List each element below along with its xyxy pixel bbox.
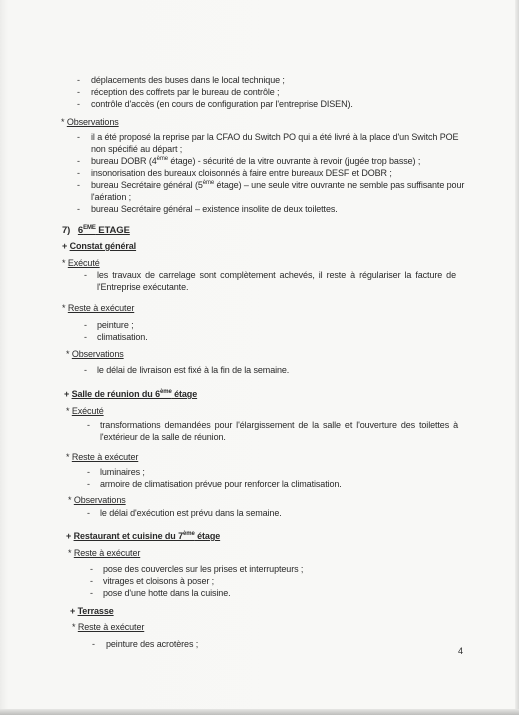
list-item: les travaux de carrelage sont complètement achevés, il reste à régulariser la facture de xyxy=(97,270,456,280)
list-item: vitrages et cloisons à poser ; xyxy=(103,576,215,586)
list-item: le délai d'exécution est prévu dans la semaine. xyxy=(100,508,282,518)
bullet-dash: - xyxy=(77,132,80,142)
bullet-dash: - xyxy=(87,420,90,430)
list-item: contrôle d'accès (en cours de configuration par l'entreprise DISEN). xyxy=(91,99,353,109)
list-item: transformations demandées pour l'élargissement de la salle et l'ouverture des toilettes à xyxy=(100,420,458,430)
bullet-dash: - xyxy=(84,365,87,375)
subsection-title: + Constat général xyxy=(62,241,137,251)
page-number: 4 xyxy=(458,646,464,656)
bullet-dash: - xyxy=(84,320,87,330)
bullet-dash: - xyxy=(77,75,80,85)
observations-label: * Observations xyxy=(66,349,124,359)
bullet-dash: - xyxy=(77,99,80,109)
list-item-continuation: l'Entreprise exécutante. xyxy=(97,282,189,292)
list-item: pose d'une hotte dans la cuisine. xyxy=(103,588,231,598)
section-heading: 7) 6EME ETAGE xyxy=(62,224,130,236)
bullet-dash: - xyxy=(84,270,87,280)
bullet-dash: - xyxy=(77,204,80,214)
bullet-dash: - xyxy=(90,564,93,574)
executed-label: * Exécuté xyxy=(62,258,100,268)
executed-label: * Exécuté xyxy=(66,406,104,416)
list-item-continuation: l'aération ; xyxy=(91,192,132,202)
remaining-label: * Reste à exécuter xyxy=(68,548,141,558)
list-item: peinture des acrotères ; xyxy=(106,639,199,649)
subsection-title: + Restaurant et cuisine du 7ème étage xyxy=(66,531,221,541)
list-item: climatisation. xyxy=(97,332,148,342)
bullet-dash: - xyxy=(77,180,80,190)
observations-label: * Observations xyxy=(61,117,119,127)
list-item: déplacements des buses dans le local technique ; xyxy=(91,75,285,85)
list-item: luminaires ; xyxy=(100,467,145,477)
list-item: armoire de climatisation prévue pour renforcer la climatisation. xyxy=(100,479,342,489)
list-item: le délai de livraison est fixé à la fin de la semaine. xyxy=(97,365,290,375)
bullet-dash: - xyxy=(87,479,90,489)
remaining-label: * Reste à exécuter xyxy=(62,303,135,313)
list-item: pose des couvercles sur les prises et interrupteurs ; xyxy=(103,564,304,574)
list-item: bureau Secrétaire général (5ème étage) – une seule vitre ouvrante ne semble pas suffisante pour xyxy=(91,180,465,190)
list-item: bureau Secrétaire général – existence insolite de deux toilettes. xyxy=(91,204,338,214)
list-item: il a été proposé la reprise par la CFAO du Switch PO qui a été livré à la place d'un Switch POE xyxy=(91,132,459,142)
bullet-dash: - xyxy=(77,168,80,178)
bullet-dash: - xyxy=(84,332,87,342)
observations-label: * Observations xyxy=(68,495,126,505)
list-item: réception des coffrets par le bureau de contrôle ; xyxy=(91,87,280,97)
bullet-dash: - xyxy=(77,156,80,166)
bullet-dash: - xyxy=(77,87,80,97)
list-item-continuation: non spécifié au départ ; xyxy=(91,144,183,154)
bullet-dash: - xyxy=(87,508,90,518)
bullet-dash: - xyxy=(87,467,90,477)
subsection-title: + Terrasse xyxy=(70,606,114,616)
bullet-dash: - xyxy=(90,588,93,598)
subsection-title: + Salle de réunion du 6ème étage xyxy=(64,389,198,399)
list-item: peinture ; xyxy=(97,320,134,330)
remaining-label: * Reste à exécuter xyxy=(72,622,145,632)
bullet-dash: - xyxy=(90,576,93,586)
remaining-label: * Reste à exécuter xyxy=(66,452,139,462)
list-item: insonorisation des bureaux cloisonnés à faire entre bureaux DESF et DOBR ; xyxy=(91,168,392,178)
bullet-dash: - xyxy=(92,639,95,649)
list-item-continuation: l'extérieur de la salle de réunion. xyxy=(100,432,226,442)
list-item: bureau DOBR (4ème étage) - sécurité de la vitre ouvrante à revoir (jugée trop basse) ; xyxy=(91,156,421,166)
